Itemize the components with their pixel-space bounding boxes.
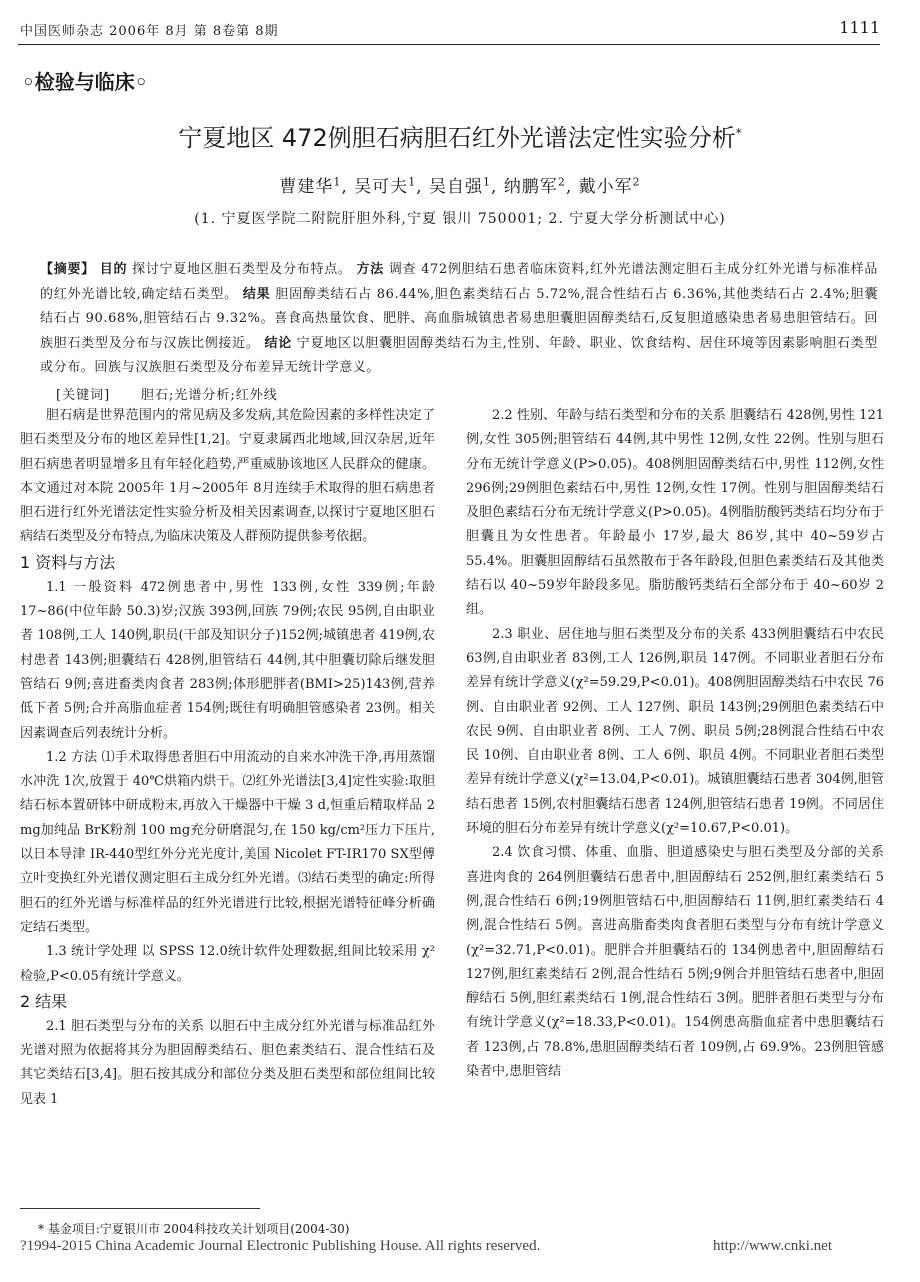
keywords-text: 胆石;光谱分析;红外线 — [140, 388, 278, 403]
author-name: 吴自强 — [429, 177, 483, 197]
author-name: 曹建华 — [279, 177, 334, 197]
abstract-result: 胆固醇类结石占 86.44%,胆色素类结石占 5.72%,混合性结石占 6.36%,其他类结石占 2.4%;胆囊结石占 90.68%,胆管结石占 9.32%。喜食高热量饮食、肥胖、高血脂城镇患者易患胆囊胆固醇类结石,反复胆道感染患者易患胆管结石。回族胆石类型及分布与汉族比例接近。 — [40, 286, 878, 351]
abstract-conclusion: 宁夏地区以胆囊胆固醇类结石为主,性别、年龄、职业、饮食结构、居住环境等因素影响胆石类型或分布。回族与汉族胆石类型及分布差异无统计学意义。 — [40, 335, 878, 375]
left-column — [20, 404, 435, 1112]
running-header: 中国医师杂志 2006年 8月 第 8卷第 8期 — [20, 24, 279, 39]
section-label: ◦检验与临床◦ — [22, 70, 148, 94]
author-name: 纳鹏军 — [503, 177, 558, 197]
paragraph-occupation — [466, 623, 884, 842]
text-diet: 喜进肉食的 264例胆囊结石患者中,胆固醇结石 252例,胆红素类结石 5例,混合性结石 6例;19例胆管结石中,胆固醇结石 11例,胆红素类结石 4例,混合性结石 5例。喜进高脂畜类肉食者胆石类型与分布有统计学意义(χ²=32.71,P<0.01)。肥胖合并胆囊结石的 134例患者中,胆固醇结石 127例,胆红素类结石 2例,混合性结石 5例;9例合并胆管结石患者中,胆固醇结石 5例,胆红素类结石 1例,混合性结石 3例。肥胖者胆石类型与分布有统计学意义(χ²=18.33,P<0.01)。154例患高脂血症者中患胆囊结石者 123例,占 78.8%,患胆固醇类结石者 109例,占 69.9%。23例胆管感染者中,患胆管结 — [466, 869, 884, 1080]
footnote-rule — [20, 1208, 260, 1209]
abstract-purpose: 探讨宁夏地区胆石类型及分布特点。 — [132, 262, 352, 277]
subheading-statistics: 1.3 统计学处理 — [46, 944, 138, 960]
keywords-label: [关键词] — [56, 388, 111, 403]
heading-materials-methods: 1 资料与方法 — [20, 552, 116, 572]
subheading-stone-types: 2.1 胆石类型与分布的关系 — [46, 1018, 205, 1034]
paragraph-diet — [466, 841, 884, 1084]
abstract-method-label: 方法 — [356, 262, 384, 277]
subheading-sex-age: 2.2 性别、年龄与结石类型和分布的关系 — [492, 408, 726, 423]
abstract — [40, 258, 878, 381]
paragraph-general-data — [20, 576, 435, 746]
abstract-label: 【摘要】 — [40, 262, 95, 277]
intro-paragraph: 胆石病是世界范围内的常见病及多发病,其危险因素的多样性决定了胆石类型及分布的地区差异性[1,2]。宁夏隶属西北地域,回汉杂居,近年胆石病患者明显增多且有年轻化趋势,严重威胁该地区人民群众的健康。本文通过对本院 2005年 1月~2005年 8月连续手术取得的胆石病患者胆石进行红外光谱法定性实验分析及相关因素调查,以探讨宁夏地区胆石病结石类型及分布特点,为临床决策及人群预防提供参考依据。 — [20, 408, 435, 545]
subheading-occupation: 2.3 职业、居住地与胆石类型及分布的关系 — [492, 626, 747, 642]
abstract-method: 调查 472例胆结石患者临床资料,红外光谱法测定胆石主成分红外光谱与标准样品的红外光谱比较,确定结石类型。 — [40, 262, 879, 302]
author-affiliation-mark: 1 — [483, 175, 491, 189]
author-name: 戴小军 — [578, 177, 633, 197]
subheading-diet: 2.4 饮食习惯、体重、血脂、胆道感染史与胆石类型及分部的关系 — [492, 845, 884, 861]
header-rule — [18, 44, 880, 45]
text-sex-age: 胆囊结石 428例,男性 121例,女性 305例;胆管结石 44例,其中男性 12例,女性 22例。性别与胆石分布无统计学意义(P>0.05)。408例胆固醇类结石中,男性 112例,女性 296例;29例胆色素结石中,男性 12例,女性 17例。性别与胆固醇类结石及胆色素结石分布无统计学意义(P>0.05)。4例脂肪酸钙类结石均分布于胆囊且为女性患者。年龄最小 17岁,最大 86岁,其中 40~59岁占 55.4%。胆囊胆固醇结石虽然散布于各年龄段,但胆色素类结石及其他类结石以 40~59岁年龄段多见。脂肪酸钙类结石全部分布于 40~60岁 2组。 — [466, 408, 884, 618]
abstract-purpose-label: 目的 — [99, 262, 128, 277]
text-methods: ⑴手术取得患者胆石中用流动的自来水冲洗干净,再用蒸馏水冲洗 1次,放置于 40℃烘箱内烘干。⑵红外光谱法[3,4]定性实验:取胆结石标本置研钵中研成粉末,再放入干燥器中干燥 3 d,恒重后精取样品 2 mg加纯品 BrK粉剂 100 mg充分研磨混匀,在 150 kg/cm²压力下压片,以日本导津 IR-440型红外分光光度计,美国 Nicolet FT-IR170 SX型傅立叶变换红外光谱仪测定胆石主成分红外光谱。⑶结石类型的确定:所得胆石的红外光谱与标准样品的红外光谱进行比较,根据光谱特征峰分析确定结石类型。 — [20, 749, 436, 935]
page-number: 1111 — [839, 18, 880, 37]
article-title — [0, 118, 920, 153]
paragraph-methods — [20, 746, 435, 940]
paragraph-statistics — [20, 940, 435, 989]
text-general-data: 472例患者中,男性 133例,女性 339例;年龄 17~86(中位年龄 50.3)岁;汉族 393例,回族 79例;农民 95例,自由职业者 108例,工人 140例,职员(干部及知识分子)152例;城镇患者 419例,农村患者 143例;胆囊结石 428例,胆管结石 44例,其中胆囊切除后继发胆管结石 9例;喜进畜类肉食者 283例;体形肥胖者(BMI>25)143例,营养低下者 5例;合并高脂血症者 154例;既往有明确胆管感染者 23例。相关因素调查后列表统计分析。 — [20, 579, 435, 741]
text-occupation: 433例胆囊结石中农民 63例,自由职业者 83例,工人 126例,职员 147例。不同职业者胆石分布差异有统计学意义(χ²=59.29,P<0.01)。408例胆固醇类结石中农民 76例、自由职业者 92例、工人 127例、职员 143例;29例胆色素类结石中农民 9例、自由职业者 8例、工人 7例、职员 5例;28例混合性结石中农民 10例、自由职业者 8例、工人 6例、职员 4例。不同职业者胆石类型差异有统计学意义(χ²=13.04,P<0.01)。城镇胆囊结石患者 304例,胆管结石患者 15例,农村胆囊结石患者 124例,胆管结石患者 19例。不同居住环境的胆石分布差异有统计学意义(χ²=10.67,P<0.01)。 — [466, 626, 884, 837]
title-text: 宁夏地区 472例胆石病胆石红外光谱法定性实验分析 — [178, 124, 736, 152]
text-statistics: 以 SPSS 12.0统计软件处理数据,组间比较采用 χ²检验,P<0.05有统计学意义。 — [20, 944, 435, 984]
heading-results: 2 结果 — [20, 991, 68, 1011]
subheading-general-data: 1.1 一般资料 — [46, 579, 135, 595]
author-affiliation-mark: 1 — [408, 175, 417, 189]
funding-footnote: * 基金项目:宁夏银川市 2004科技攻关计划项目(2004-30) — [38, 1222, 350, 1236]
subheading-methods: 1.2 方法 — [46, 749, 98, 765]
keywords — [56, 384, 278, 403]
author-affiliation-mark: 1 — [333, 175, 342, 189]
copyright-url[interactable]: http://www.cnki.net — [712, 1238, 832, 1254]
author-name: 吴可夫 — [354, 177, 409, 197]
paragraph-sex-age — [466, 404, 884, 623]
title-footnote-mark: * — [735, 126, 742, 140]
paragraph-stone-types — [20, 1015, 435, 1112]
text-stone-types: 以胆石中主成分红外光谱与标准品红外光谱对照为依据将其分为胆固醇类结石、胆色素类结石、混合性结石及其它类结石[3,4]。胆石按其成分和部位分类及胆石类型和部位组间比较见表 1 — [20, 1018, 435, 1107]
abstract-conclusion-label: 结论 — [264, 335, 292, 351]
copyright-text: ?1994-2015 China Academic Journal Electronic Publishing House. All rights reserved. — [20, 1238, 541, 1254]
author-list: 曹建华$^1$, 吴可夫$^1$, 吴自强$^1$, 纳鹏军$^2$, 戴小军$^2$ — [279, 175, 641, 197]
author-affiliation-mark: 2 — [632, 175, 641, 189]
author-affiliation-mark: 2 — [557, 175, 566, 189]
right-column — [466, 404, 884, 1084]
affiliation: (1. 宁夏医学院二附院肝胆外科,宁夏 银川 750001; 2. 宁夏大学分析测试中心) — [194, 211, 726, 227]
abstract-result-label: 结果 — [242, 286, 271, 302]
